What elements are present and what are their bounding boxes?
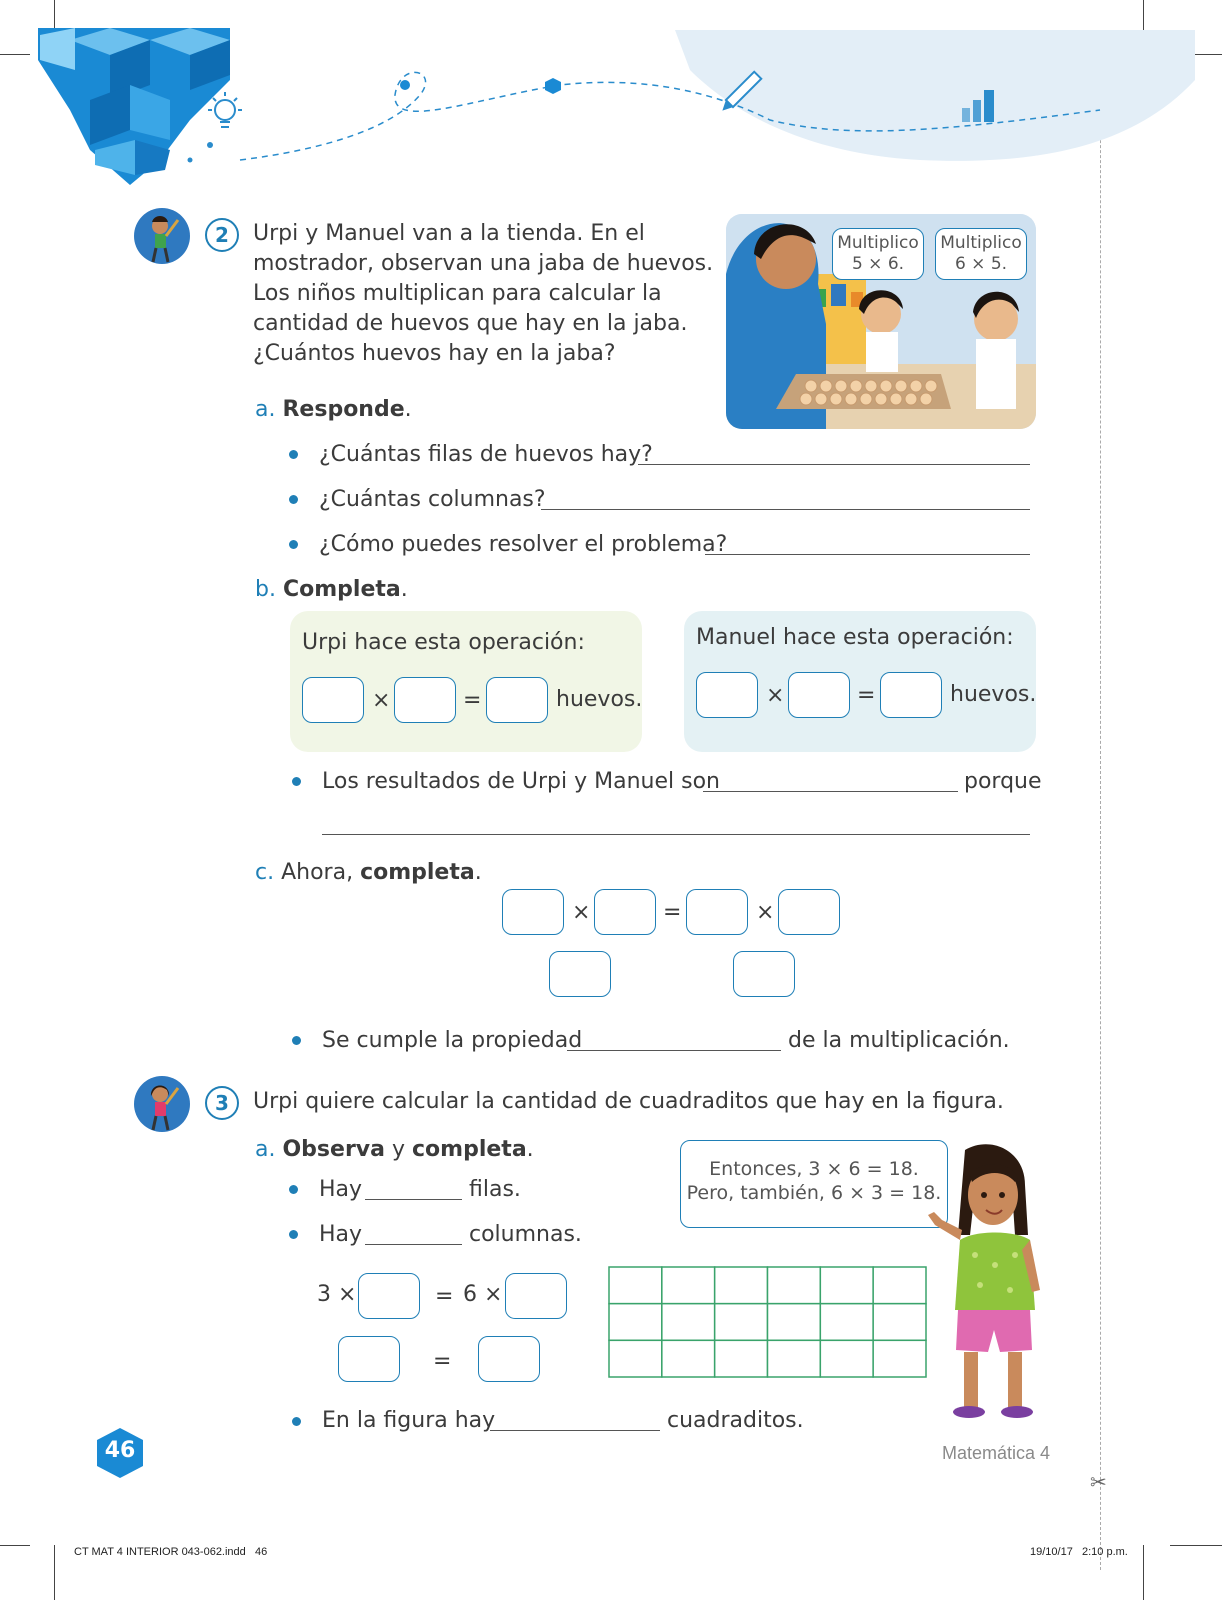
bubble-line: Multiplico <box>940 233 1022 253</box>
commutative-box[interactable] <box>502 889 564 935</box>
problem3-statement: Urpi quiere calcular la cantidad de cuadraditos que hay en la figura. <box>253 1089 1004 1114</box>
connector: y <box>385 1137 413 1162</box>
statement-line: mostrador, observan una jaba de huevos. <box>253 251 714 276</box>
bullet <box>289 1230 298 1239</box>
grid-square <box>715 1267 768 1304</box>
boy-avatar <box>134 208 190 264</box>
manuel-result-box[interactable] <box>880 672 942 718</box>
manuel-factor2-box[interactable] <box>788 672 850 718</box>
unit-label: huevos. <box>950 682 1037 707</box>
part-letter: a. <box>255 397 276 422</box>
answer-line[interactable] <box>541 509 1030 510</box>
part-b-heading <box>255 575 408 605</box>
instruction-word: completa <box>360 860 475 885</box>
squares-grid <box>608 1266 927 1378</box>
bullet <box>292 1417 301 1426</box>
urpi-result-box[interactable] <box>486 677 548 723</box>
problem2-statement <box>253 219 723 369</box>
part-a-heading <box>255 395 412 425</box>
answer-line[interactable] <box>638 464 1030 465</box>
part-letter: c. <box>255 860 275 885</box>
grid-square <box>609 1267 662 1304</box>
times-sign: × <box>372 688 391 713</box>
bullet <box>289 450 298 459</box>
book-title: Matemática 4 <box>942 1443 1051 1463</box>
crop-mark <box>54 1545 55 1600</box>
speech-bubble-urpi <box>680 1140 948 1228</box>
equation-left: 3 × <box>317 1282 357 1307</box>
final-prefix: En la figura hay <box>322 1408 496 1433</box>
grid-square <box>873 1267 926 1304</box>
grid-square <box>873 1340 926 1377</box>
part-letter: a. <box>255 1137 276 1162</box>
question-columns: ¿Cuántas columnas? <box>319 487 546 512</box>
statement-line: ¿Cuántos huevos hay en la jaba? <box>253 341 616 366</box>
results-sentence: Los resultados de Urpi y Manuel son <box>322 769 720 794</box>
lightbulb-icon <box>208 92 242 127</box>
answer-line[interactable] <box>703 791 958 792</box>
problem-number-badge: 2 <box>205 218 239 252</box>
grid-square <box>662 1340 715 1377</box>
equals-sign: = <box>433 1349 452 1374</box>
times-sign: × <box>766 683 785 708</box>
instruction-word: Responde <box>282 397 405 422</box>
instruction-word: Observa <box>282 1137 385 1162</box>
answer-line[interactable] <box>322 834 1030 835</box>
urpi-factor1-box[interactable] <box>302 677 364 723</box>
part-c-heading <box>255 858 482 888</box>
period: . <box>526 1137 534 1162</box>
equation-right: 6 × <box>463 1282 503 1307</box>
print-date: 19/10/17 2:10 p.m. <box>1030 1546 1128 1558</box>
statement-line: Urpi y Manuel van a la tienda. En el <box>253 221 645 246</box>
part-letter: b. <box>255 577 276 602</box>
columnas-label: columnas. <box>469 1222 582 1247</box>
question-rows: ¿Cuántas filas de huevos hay? <box>319 442 653 467</box>
equals-sign: = <box>857 683 876 708</box>
manuel-operation-title: Manuel hace esta operación: <box>696 625 1014 650</box>
times-sign: × <box>572 900 591 925</box>
grid-square <box>609 1340 662 1377</box>
commutative-box[interactable] <box>686 889 748 935</box>
property-prefix: Se cumple la propiedad <box>322 1028 583 1053</box>
header-decoration <box>0 0 1222 200</box>
answer-line[interactable] <box>490 1430 660 1431</box>
bubble-line: Pero, también, 6 × 3 = 18. <box>686 1182 942 1204</box>
grid-square <box>715 1340 768 1377</box>
bubble-line: Multiplico <box>837 233 919 253</box>
girl-illustration <box>920 1140 1050 1430</box>
equals-sign: = <box>435 1284 454 1309</box>
period: . <box>400 577 408 602</box>
commutative-box[interactable] <box>594 889 656 935</box>
bubble-line: 6 × 5. <box>954 254 1008 274</box>
product-box[interactable] <box>733 951 795 997</box>
cut-line <box>1100 30 1101 1570</box>
part-a-heading <box>255 1135 534 1165</box>
urpi-operation-title: Urpi hace esta operación: <box>302 630 585 655</box>
answer-line[interactable] <box>705 554 1030 555</box>
bullet <box>289 495 298 504</box>
grid-square <box>820 1304 873 1341</box>
urpi-factor2-box[interactable] <box>394 677 456 723</box>
factor-box[interactable] <box>505 1273 567 1319</box>
unit-label: huevos. <box>556 687 643 712</box>
instruction-prefix: Ahora, <box>281 860 361 885</box>
porque-label: porque <box>964 769 1042 794</box>
factor-box[interactable] <box>358 1273 420 1319</box>
grid-square <box>873 1304 926 1341</box>
bullet <box>289 1185 298 1194</box>
grid-square <box>715 1304 768 1341</box>
page-number-badge <box>93 1426 147 1480</box>
answer-line[interactable] <box>567 1050 781 1051</box>
product-box[interactable] <box>549 951 611 997</box>
answer-line[interactable] <box>365 1244 462 1245</box>
hay-label: Hay <box>319 1222 363 1247</box>
question-method: ¿Cómo puedes resolver el problema? <box>319 532 728 557</box>
grid-square <box>662 1267 715 1304</box>
grid-square <box>820 1267 873 1304</box>
bubble-line: Entonces, 3 × 6 = 18. <box>709 1158 919 1180</box>
grid-square <box>768 1340 821 1377</box>
page-number: 46 <box>104 1438 136 1463</box>
problem-number-badge: 3 <box>205 1086 239 1120</box>
bubble-line: 5 × 6. <box>851 254 905 274</box>
grid-square <box>662 1304 715 1341</box>
statement-line: Los niños multiplican para calcular la <box>253 281 662 306</box>
times-sign: × <box>756 900 775 925</box>
speech-bubble-manuel <box>935 228 1027 280</box>
equals-sign: = <box>663 900 682 925</box>
grid-square <box>609 1304 662 1341</box>
instruction-word: Completa <box>282 577 401 602</box>
property-suffix: de la multiplicación. <box>788 1028 1010 1053</box>
answer-line[interactable] <box>365 1199 462 1200</box>
equals-sign: = <box>463 688 482 713</box>
instruction-word: completa <box>412 1137 527 1162</box>
crop-mark <box>1170 1545 1222 1546</box>
bullet <box>292 1036 301 1045</box>
crop-mark <box>1143 1545 1144 1600</box>
filas-label: filas. <box>469 1177 521 1202</box>
statement-line: cantidad de huevos que hay en la jaba. <box>253 311 688 336</box>
manuel-factor1-box[interactable] <box>696 672 758 718</box>
scissors-icon: ✂ <box>1090 1470 1107 1494</box>
grid-square <box>820 1340 873 1377</box>
hay-label: Hay <box>319 1177 363 1202</box>
bullet <box>289 540 298 549</box>
product-box[interactable] <box>478 1336 540 1382</box>
cubes-graphic <box>38 28 230 185</box>
bullet <box>292 777 301 786</box>
crop-mark <box>0 1545 30 1546</box>
period: . <box>474 860 482 885</box>
girl-avatar <box>134 1076 190 1132</box>
commutative-box[interactable] <box>778 889 840 935</box>
period: . <box>404 397 412 422</box>
speech-bubble-urpi <box>832 228 924 280</box>
grid-square <box>768 1267 821 1304</box>
final-suffix: cuadraditos. <box>667 1408 804 1433</box>
grid-square <box>768 1304 821 1341</box>
product-box[interactable] <box>338 1336 400 1382</box>
file-slug: CT MAT 4 INTERIOR 043-062.indd 46 <box>74 1546 268 1558</box>
